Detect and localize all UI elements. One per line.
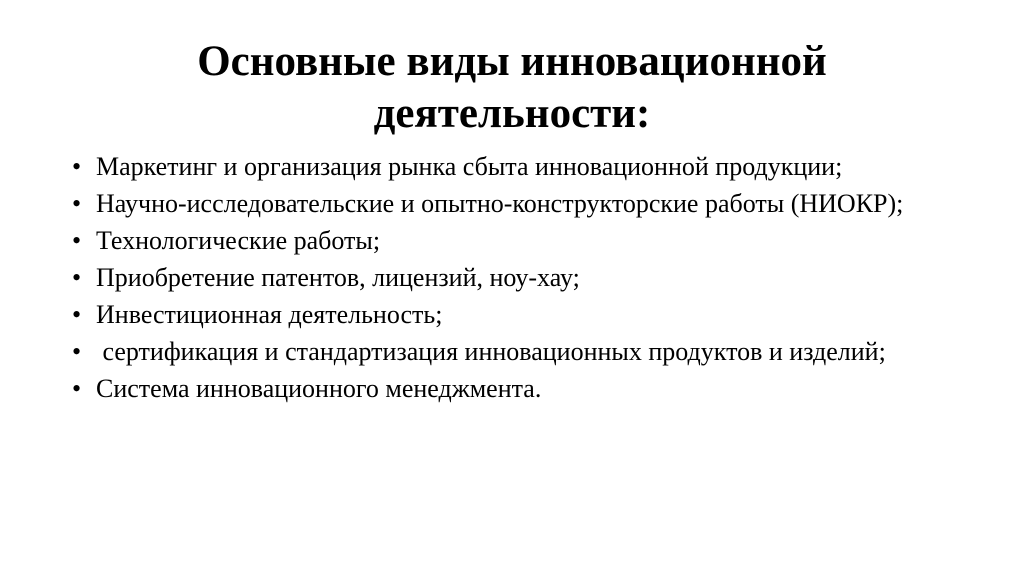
bullet-item-certification — [72, 337, 952, 366]
bullet-dot-icon: • — [72, 189, 82, 218]
bullet-item-patents — [72, 263, 952, 292]
bullet-text: Маркетинг и организация рынка сбыта инновационной продукции; — [96, 152, 843, 181]
bullet-dot-icon: • — [72, 263, 82, 292]
bullet-dot-icon: • — [72, 152, 82, 181]
bullet-list — [72, 152, 952, 411]
bullet-item-research — [72, 189, 952, 218]
bullet-dot-icon: • — [72, 226, 82, 255]
bullet-dot-icon: • — [72, 337, 82, 366]
slide-title — [150, 36, 874, 140]
slide-title-line-1: Основные виды инновационной — [197, 38, 827, 85]
slide-title-line-2: деятельности: — [373, 90, 651, 137]
bullet-text: Система инновационного менеджмента. — [96, 374, 542, 403]
bullet-item-management — [72, 374, 952, 403]
bullet-text: Инвестиционная деятельность; — [96, 300, 443, 329]
bullet-dot-icon: • — [72, 374, 82, 403]
bullet-text: сертификация и стандартизация инновационных продуктов и изделий; — [96, 337, 886, 366]
bullet-item-marketing — [72, 152, 952, 181]
bullet-dot-icon: • — [72, 300, 82, 329]
bullet-text: Научно-исследовательские и опытно-конструкторские работы (НИОКР); — [96, 189, 904, 218]
bullet-text: Технологические работы; — [96, 226, 381, 255]
bullet-text: Приобретение патентов, лицензий, ноу-хау; — [96, 263, 580, 292]
bullet-item-technology — [72, 226, 952, 255]
bullet-item-investment — [72, 300, 952, 329]
